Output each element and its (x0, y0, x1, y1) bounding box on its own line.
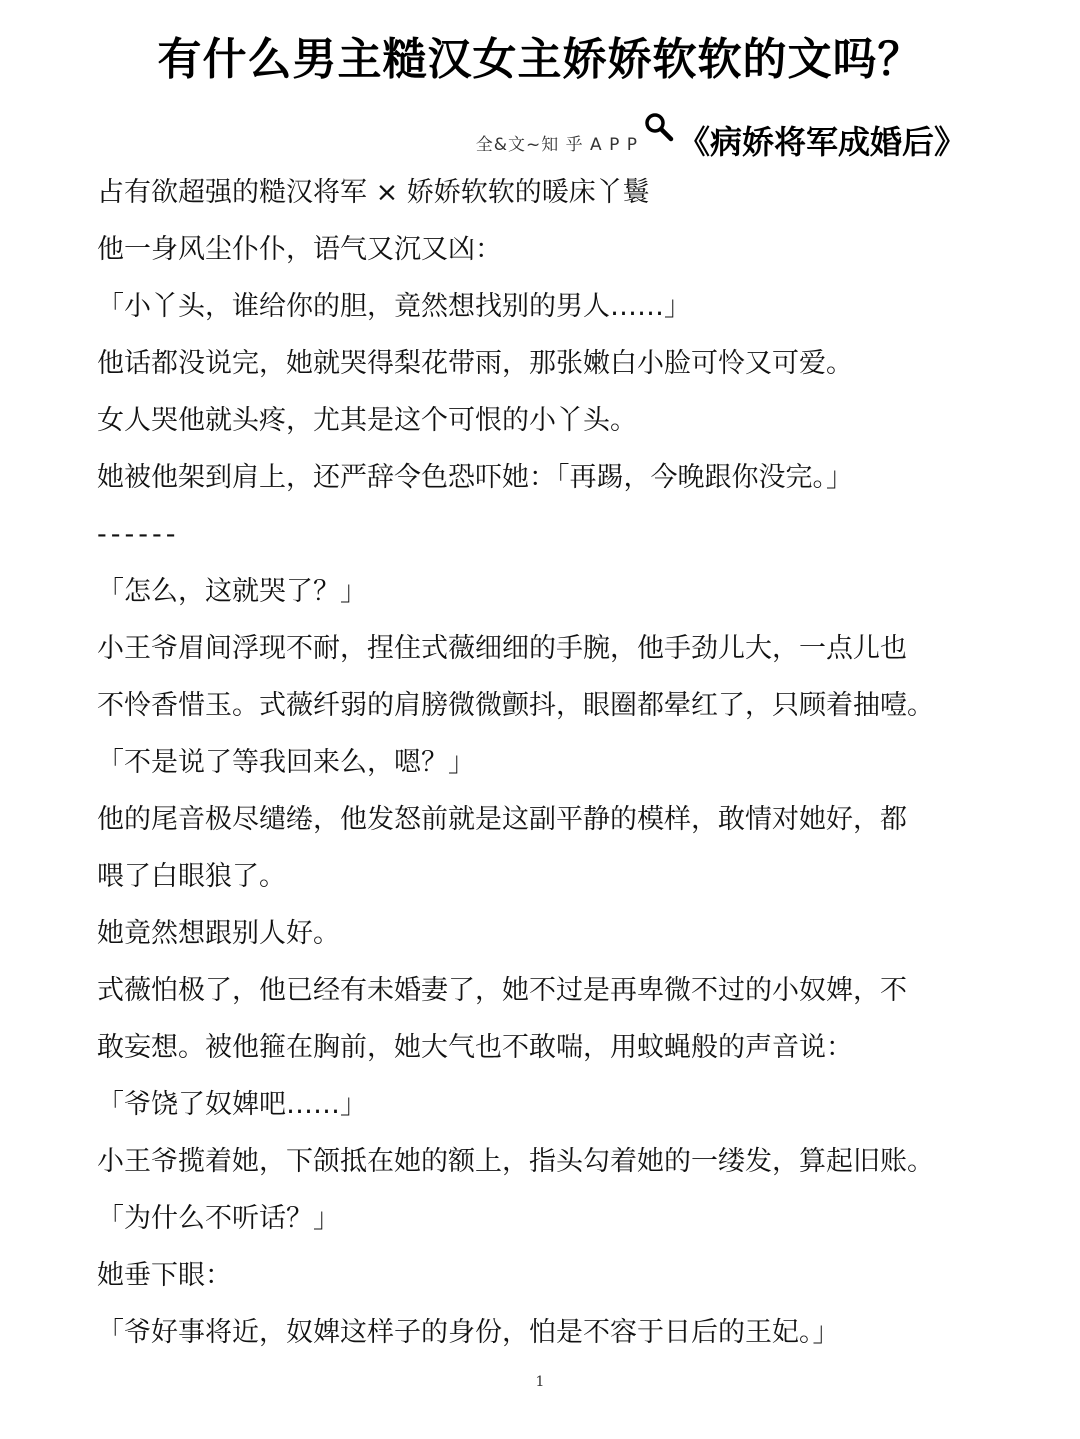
book-title-line (476, 104, 966, 164)
text-line: 「为什么不听话？」 (97, 1203, 340, 1234)
text-line: 她被他架到肩上，还严辞令色恐吓她：「再踢，今晚跟你没完。」 (97, 462, 853, 493)
section-divider: ------ (97, 519, 180, 550)
page-number: 1 (535, 1374, 545, 1390)
text-line: 「小丫头，谁给你的胆，竟然想找别的男人……」 (97, 291, 691, 322)
text-line: 「不是说了等我回来么，嗯？」 (97, 747, 475, 778)
book-title: 《病娇将军成婚后》 (677, 123, 966, 161)
text-line: 占有欲超强的糙汉将军 × 娇娇软软的暖床丫鬟 (97, 177, 650, 208)
text-line: 敢妄想。被他箍在胸前，她大气也不敢喘，用蚊蝇般的声音说： (97, 1032, 853, 1063)
text-line: 不怜香惜玉。式薇纤弱的肩膀微微颤抖，眼圈都晕红了，只顾着抽噎。 (97, 690, 934, 721)
text-line: 她垂下眼： (97, 1260, 232, 1291)
text-line: 「爷饶了奴婢吧……」 (97, 1089, 367, 1120)
text-line: 式薇怕极了，他已经有未婚妻了，她不过是再卑微不过的小奴婢，不 (97, 975, 907, 1006)
text-line: 他的尾音极尽缱绻，他发怒前就是这副平静的模样，敢情对她好，都 (97, 804, 907, 835)
text-line: 小王爷眉间浮现不耐，捏住式薇细细的手腕，他手劲儿大，一点儿也 (97, 633, 907, 664)
body-text (97, 164, 987, 1361)
text-line: 「爷好事将近，奴婢这样子的身份，怕是不容于日后的王妃。」 (97, 1317, 840, 1348)
text-line: 她竟然想跟别人好。 (97, 918, 340, 949)
text-line: 他一身风尘仆仆，语气又沉又凶： (97, 234, 502, 265)
page-title: 有什么男主糙汉女主娇娇软软的文吗？ (157, 34, 923, 85)
text-line: 女人哭他就头疼，尤其是这个可恨的小丫头。 (97, 405, 637, 436)
text-line: 小王爷揽着她，下颌抵在她的额上，指头勾着她的一缕发，算起旧账。 (97, 1146, 934, 1177)
watermark-text: 全&文~知 乎 A P P (475, 135, 638, 155)
magnifier-icon (644, 112, 674, 142)
text-line: 「怎么，这就哭了？」 (97, 576, 367, 607)
text-line: 他话都没说完，她就哭得梨花带雨，那张嫩白小脸可怜又可爱。 (97, 348, 853, 379)
text-line: 喂了白眼狼了。 (97, 861, 286, 892)
